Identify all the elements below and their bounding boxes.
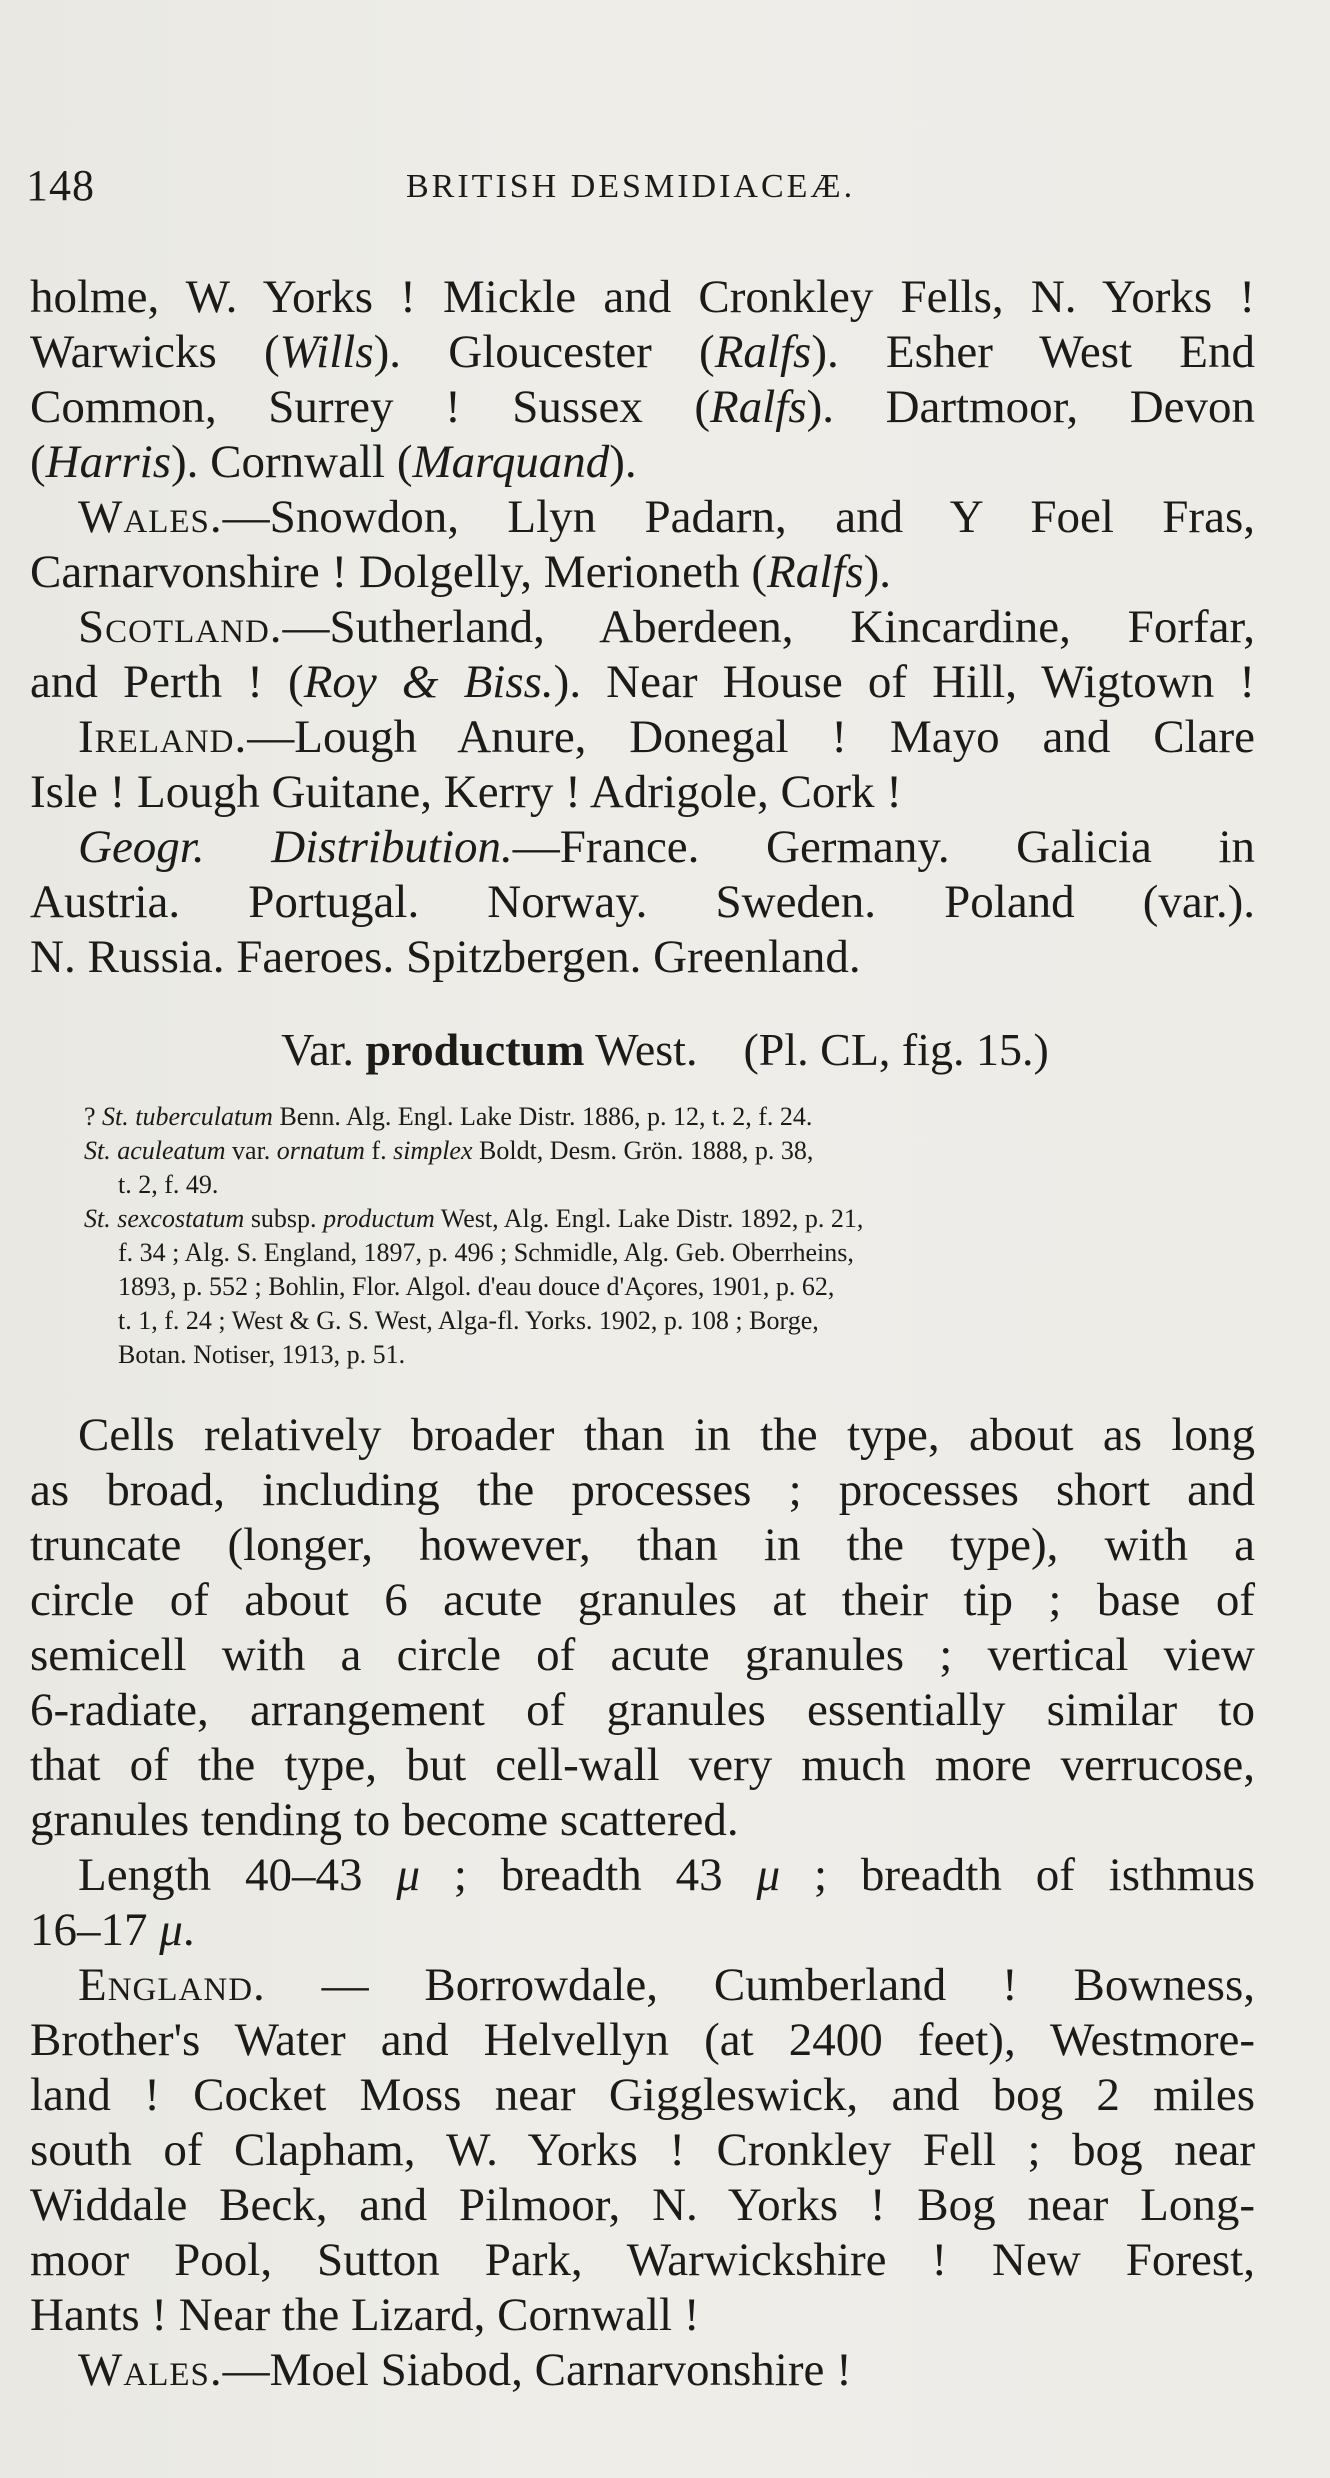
synonym-entry-continued: 1893, p. 552 ; Bohlin, Flor. Algol. d'eau douce d'Açores, 1901, p. 62, — [118, 1272, 835, 1301]
text-line: Isle ! Lough Guitane, Kerry ! Adrigole, Cork ! — [30, 766, 902, 818]
ireland-paragraph: Ireland.—Lough Anure, Donegal ! Mayo and Clare — [78, 711, 1255, 763]
text-line: Hants ! Near the Lizard, Cornwall ! — [30, 2289, 700, 2341]
page-number: 148 — [26, 161, 95, 210]
text-line: (Harris). Cornwall (Marquand). — [30, 436, 637, 488]
synonym-entry: ? St. tuberculatum Benn. Alg. Engl. Lake Distr. 1886, p. 12, t. 2, f. 24. — [84, 1102, 813, 1131]
description-line: granules tending to become scattered. — [30, 1794, 739, 1846]
text-line: Carnarvonshire ! Dolgelly, Merioneth (Ralfs). — [30, 546, 892, 598]
england-paragraph: England. — Borrowdale, Cumberland ! Bowness, — [78, 1959, 1255, 2011]
text-line: Brother's Water and Helvellyn (at 2400 feet), Westmore- — [30, 2014, 1255, 2066]
synonym-entry: St. aculeatum var. ornatum f. simplex Boldt, Desm. Grön. 1888, p. 38, — [84, 1136, 814, 1165]
synonym-entry-continued: f. 34 ; Alg. S. England, 1897, p. 496 ; Schmidle, Alg. Geb. Oberrheins, — [118, 1238, 854, 1267]
wales-paragraph: Wales.—Moel Siabod, Carnarvonshire ! — [78, 2344, 852, 2396]
distribution-section-top — [30, 270, 1255, 985]
description-line: 6-radiate, arrangement of granules essentially similar to — [30, 1684, 1255, 1736]
wales-paragraph: Wales.—Snowdon, Llyn Padarn, and Y Foel Fras, — [78, 491, 1255, 543]
text-line: Widdale Beck, and Pilmoor, N. Yorks ! Bog near Long- — [30, 2179, 1255, 2231]
synonymy-list — [84, 1100, 1259, 1372]
variety-name: productum — [365, 1024, 585, 1075]
text-line: Warwicks (Wills). Gloucester (Ralfs). Esher West End — [30, 326, 1255, 378]
description-line: that of the type, but cell-wall very much more verrucose, — [30, 1739, 1255, 1791]
text-line: land ! Cocket Moss near Giggleswick, and bog 2 miles — [30, 2069, 1255, 2121]
description-line: semicell with a circle of acute granules ; vertical view — [30, 1629, 1255, 1681]
region-label: England. — [78, 1959, 266, 2011]
page-header — [26, 160, 1266, 220]
description-line: truncate (longer, however, than in the type), with a — [30, 1519, 1255, 1571]
plate-reference: (Pl. CL, fig. 15.) — [743, 1024, 1049, 1075]
section-label: Geogr. Distribution. — [78, 821, 513, 873]
synonym-entry-continued: Botan. Notiser, 1913, p. 51. — [118, 1340, 406, 1369]
synonym-entry-continued: t. 1, f. 24 ; West & G. S. West, Alga-fl. Yorks. 1902, p. 108 ; Borge, — [118, 1306, 819, 1335]
measurements-line: 16–17 μ. — [30, 1904, 195, 1956]
text-line: and Perth ! (Roy & Biss.). Near House of Hill, Wigtown ! — [30, 656, 1256, 708]
scotland-paragraph: Scotland.—Sutherland, Aberdeen, Kincardine, Forfar, — [78, 601, 1255, 653]
description-paragraph — [30, 1408, 1255, 1958]
region-label: Wales. — [78, 491, 223, 543]
running-head: BRITISH DESMIDIACEÆ. — [406, 168, 856, 205]
description-line: Cells relatively broader than in the type, about as long — [78, 1409, 1255, 1461]
distribution-section-variety — [30, 1958, 1255, 2398]
region-label: Wales. — [78, 2344, 223, 2396]
text-line: south of Clapham, W. Yorks ! Cronkley Fell ; bog near — [30, 2124, 1255, 2176]
region-label: Scotland. — [78, 601, 283, 653]
synonym-entry-continued: t. 2, f. 49. — [118, 1170, 219, 1199]
text-line: Common, Surrey ! Sussex (Ralfs). Dartmoor, Devon — [30, 381, 1256, 433]
synonym-entry: St. sexcostatum subsp. productum West, Alg. Engl. Lake Distr. 1892, p. 21, — [84, 1204, 864, 1233]
measurements-line: Length 40–43 μ ; breadth 43 μ ; breadth of isthmus — [78, 1849, 1255, 1901]
description-line: circle of about 6 acute granules at their tip ; base of — [30, 1574, 1255, 1626]
text-line: N. Russia. Faeroes. Spitzbergen. Greenland. — [30, 931, 861, 983]
text-line: Austria. Portugal. Norway. Sweden. Poland (var.). — [30, 876, 1255, 928]
region-label: Ireland. — [78, 711, 248, 763]
variety-heading: Var. productum West. (Pl. CL, fig. 15.) — [281, 1024, 1049, 1075]
text-line: holme, W. Yorks ! Mickle and Cronkley Fells, N. Yorks ! — [30, 271, 1255, 323]
geographic-distribution: Geogr. Distribution.—France. Germany. Galicia in — [78, 821, 1256, 873]
description-line: as broad, including the processes ; processes short and — [30, 1464, 1255, 1516]
text-line: moor Pool, Sutton Park, Warwickshire ! New Forest, — [30, 2234, 1255, 2286]
